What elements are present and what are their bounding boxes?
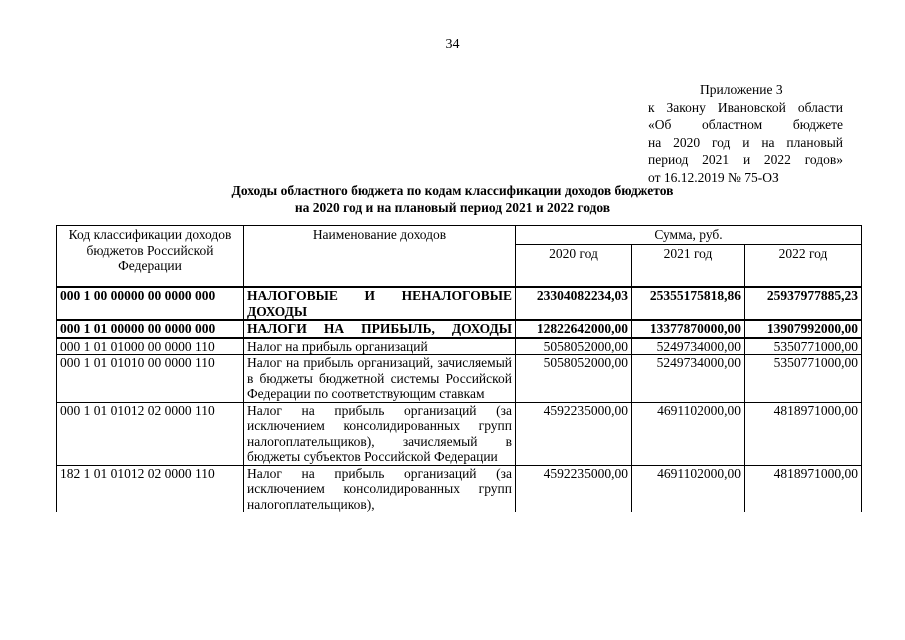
row-value-2021: 13377870000,00 bbox=[632, 320, 745, 338]
row-value-2021: 5249734000,00 bbox=[632, 355, 745, 403]
row-code: 000 1 01 01012 02 0000 110 bbox=[57, 402, 244, 465]
header-year-2022: 2022 год bbox=[745, 245, 862, 288]
revenue-table bbox=[56, 225, 862, 512]
row-value-2020: 4592235000,00 bbox=[516, 402, 632, 465]
row-name: Налог на прибыль организаций (за исключением консолидированных групп налогоплательщиков), зачисляемый в бюджеты субъектов Российской Федерации bbox=[244, 402, 516, 465]
row-value-2022: 5350771000,00 bbox=[745, 338, 862, 355]
row-name bbox=[244, 287, 516, 320]
table-row bbox=[57, 465, 862, 512]
row-code: 000 1 01 01000 00 0000 110 bbox=[57, 338, 244, 355]
row-value-2020: 23304082234,03 bbox=[516, 287, 632, 320]
row-value-2022: 4818971000,00 bbox=[745, 465, 862, 512]
row-name bbox=[244, 320, 516, 338]
header-name: Наименование доходов bbox=[244, 226, 516, 288]
document-title-line: Доходы областного бюджета по кодам классификации доходов бюджетов bbox=[231, 183, 674, 198]
appendix-line: на 2020 год и на плановый bbox=[648, 134, 843, 150]
row-value-2021: 25355175818,86 bbox=[632, 287, 745, 320]
appendix-header bbox=[648, 81, 843, 186]
row-value-2020: 5058052000,00 bbox=[516, 338, 632, 355]
table-row bbox=[57, 320, 862, 338]
row-code: 000 1 00 00000 00 0000 000 bbox=[57, 287, 244, 320]
header-year-2021: 2021 год bbox=[632, 245, 745, 288]
appendix-line: Приложение 3 bbox=[700, 82, 783, 97]
row-value-2022: 4818971000,00 bbox=[745, 402, 862, 465]
row-code: 000 1 01 00000 00 0000 000 bbox=[57, 320, 244, 338]
row-code: 000 1 01 01010 00 0000 110 bbox=[57, 355, 244, 403]
header-code: Код классификации доходов бюджетов Российской Федерации bbox=[57, 226, 244, 288]
appendix-line: «Об областном бюджете bbox=[648, 117, 843, 132]
row-value-2022: 5350771000,00 bbox=[745, 355, 862, 403]
row-name-text: НАЛОГИ НА ПРИБЫЛЬ, ДОХОДЫ bbox=[247, 321, 512, 336]
table-row bbox=[57, 338, 862, 355]
row-name bbox=[244, 465, 516, 512]
appendix-line: период 2021 и 2022 годов» bbox=[648, 152, 843, 167]
appendix-line: от 16.12.2019 № 75-ОЗ bbox=[648, 169, 779, 185]
row-value-2021: 4691102000,00 bbox=[632, 402, 745, 465]
row-value-2022: 25937977885,23 bbox=[745, 287, 862, 320]
row-value-2021: 4691102000,00 bbox=[632, 465, 745, 512]
header-sum: Сумма, руб. bbox=[516, 226, 862, 245]
row-value-2020: 5058052000,00 bbox=[516, 355, 632, 403]
row-value-2021: 5249734000,00 bbox=[632, 338, 745, 355]
document-title-line: на 2020 год и на плановый период 2021 и 2022 годов bbox=[294, 200, 611, 215]
row-name-text: НАЛОГОВЫЕ И НЕНАЛОГОВЫЕ ДОХОДЫ bbox=[247, 288, 512, 319]
table-row bbox=[57, 355, 862, 403]
row-value-2022: 13907992000,00 bbox=[745, 320, 862, 338]
row-name: Налог на прибыль организаций, зачисляемый в бюджеты бюджетной системы Российской Федерации по соответствующим ставкам bbox=[244, 355, 516, 403]
header-year-2020: 2020 год bbox=[516, 245, 632, 288]
page-number: 34 bbox=[445, 37, 460, 52]
row-code: 182 1 01 01012 02 0000 110 bbox=[57, 465, 244, 512]
table-row bbox=[57, 402, 862, 465]
row-name: Налог на прибыль организаций bbox=[244, 338, 516, 355]
table-row bbox=[57, 287, 862, 320]
row-value-2020: 4592235000,00 bbox=[516, 465, 632, 512]
document-title bbox=[0, 182, 905, 216]
appendix-line: к Закону Ивановской области bbox=[648, 99, 843, 115]
row-value-2020: 12822642000,00 bbox=[516, 320, 632, 338]
row-name-text: Налог на прибыль организаций (за исключением консолидированных групп налогоплательщиков), bbox=[247, 465, 512, 512]
